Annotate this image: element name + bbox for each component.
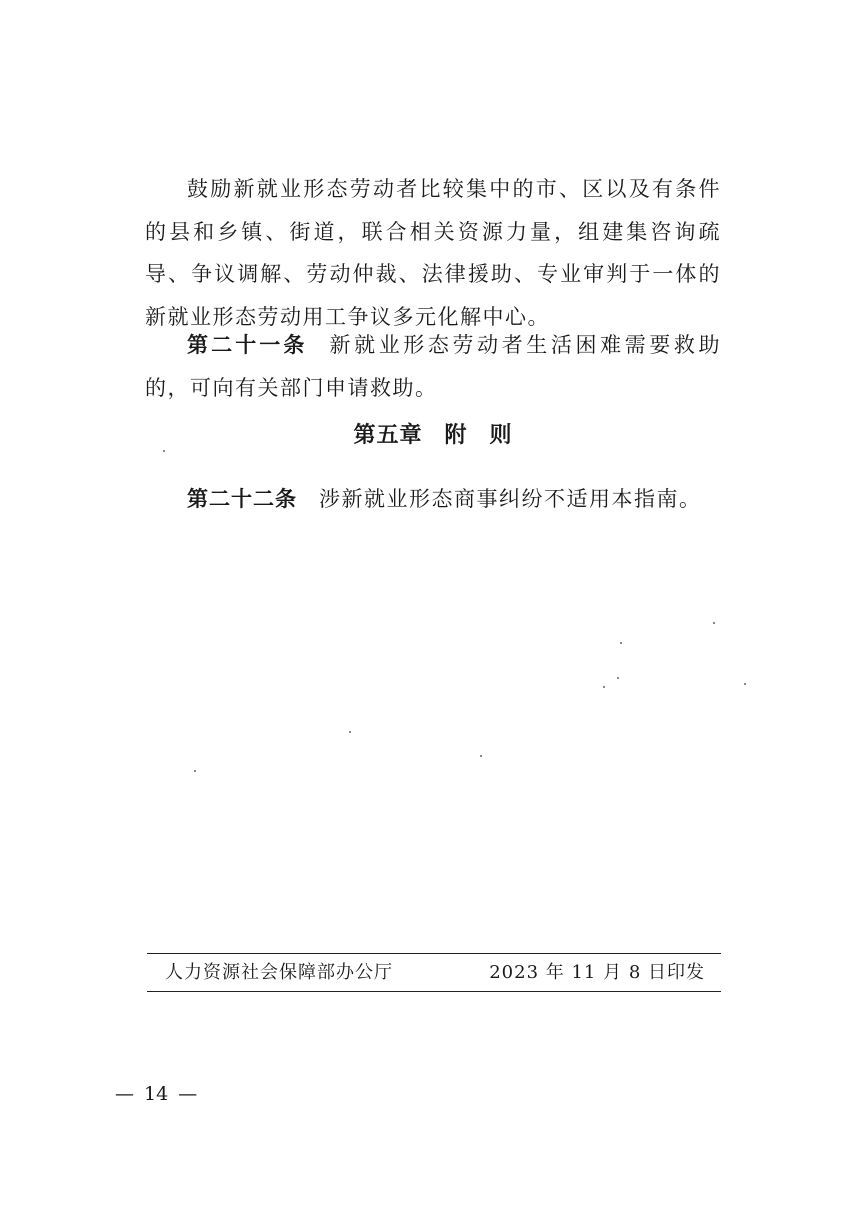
scan-speck: [617, 677, 619, 679]
page-number: [115, 1080, 207, 1108]
scan-speck: [349, 731, 351, 733]
scan-speck: [744, 683, 746, 685]
chapter-5-title-char-2: 则: [489, 423, 513, 448]
paragraph-text: 鼓励新就业形态劳动者比较集中的市、区以及有条件的县和乡镇、街道，联合相关资源力量，组建集咨询疏导、争议调解、劳动仲裁、法律援助、专业审判于一体的新就业形态劳动用工争议多元化解中心。: [145, 177, 721, 329]
chapter-5-title-char-1: 附: [444, 423, 468, 448]
scan-speck: [620, 642, 622, 644]
article-21-text: 新就业形态劳动者生活困难需要救助的，可向有关部门申请救助。: [145, 333, 721, 400]
scan-speck: [163, 450, 165, 452]
page-number-value: 14: [144, 1083, 169, 1105]
scan-speck: [480, 755, 482, 757]
chapter-5-number: 第五章: [353, 423, 423, 448]
footer-issuer: 人力资源社会保障部办公厅: [165, 962, 393, 983]
footer-top-rule: [147, 953, 721, 954]
chapter-5-heading: [145, 420, 721, 452]
footer-bottom-rule: [147, 991, 721, 992]
scan-speck: [713, 622, 715, 624]
footer-date: 2023 年 11 月 8 日印发: [489, 962, 705, 983]
page-number-dash-right: —: [178, 1083, 198, 1105]
page-number-dash-left: —: [115, 1083, 134, 1105]
scan-speck: [194, 770, 196, 772]
scan-speck: [603, 686, 605, 688]
article-22: [145, 478, 721, 521]
footer-issuance-line: [165, 960, 705, 986]
article-21-number: 第二十一条: [187, 333, 308, 357]
article-22-text: 涉新就业形态商事纠纷不适用本指南。: [319, 487, 702, 511]
article-22-number: 第二十二条: [187, 487, 297, 511]
paragraph-multi-resolution-center: [145, 168, 721, 338]
article-21: [145, 324, 721, 409]
